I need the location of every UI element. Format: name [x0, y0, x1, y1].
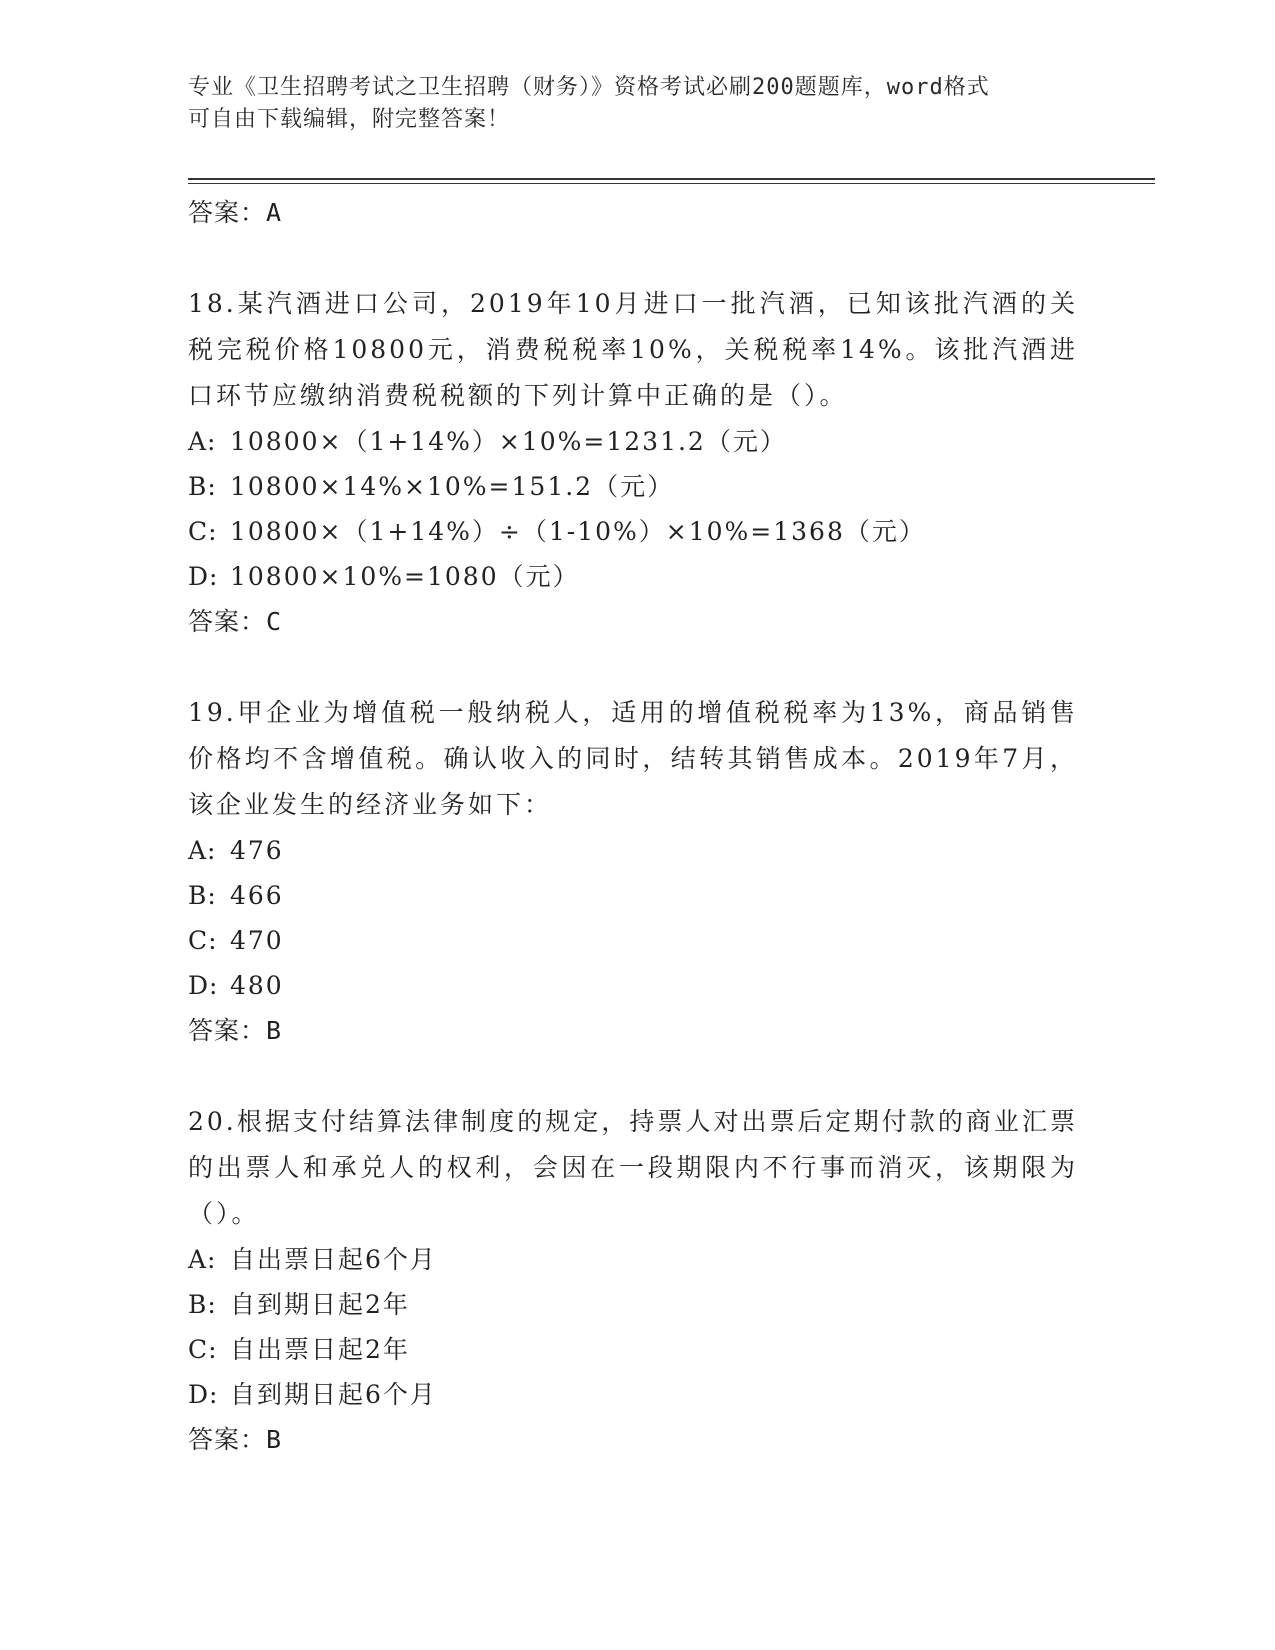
question-text: 18.某汽酒进口公司，2019年10月进口一批汽酒，已知该批汽酒的关税完税价格10800元，消费税税率10%，关税税率14%。该批汽酒进口环节应缴纳消费税税额的下列计算中正确的是（）。	[188, 289, 1078, 410]
option-text: 10800×14%×10%=151.2（元）	[230, 472, 675, 501]
question-text: 20.根据支付结算法律制度的规定，持票人对出票后定期付款的商业汇票的出票人和承兑人的权利，会因在一段期限内不行事而消灭，该期限为（）。	[188, 1107, 1078, 1228]
answer-line: 答案：B	[188, 1425, 283, 1454]
option-letter: B:	[188, 472, 217, 501]
option-b	[188, 873, 1078, 918]
option-b	[188, 464, 1078, 509]
header-divider-thin	[188, 183, 1155, 184]
option-c	[188, 509, 1078, 554]
option-text: 470	[230, 926, 284, 955]
header-line-1: 专业《卫生招聘考试之卫生招聘（财务）》资格考试必刷200题题库，word格式	[188, 75, 990, 100]
option-text: 10800×（1+14%）÷（1-10%）×10%=1368（元）	[230, 517, 926, 546]
question-18	[188, 281, 1078, 645]
option-letter: A:	[188, 836, 217, 865]
question-20	[188, 1099, 1078, 1463]
document-body	[188, 190, 1078, 1463]
option-letter: D:	[188, 562, 219, 591]
option-b	[188, 1282, 1078, 1327]
header-divider	[188, 178, 1155, 180]
option-a	[188, 419, 1078, 464]
option-c	[188, 1327, 1078, 1372]
answer-line: 答案：C	[188, 607, 283, 636]
option-text: 自到期日起2年	[230, 1290, 410, 1319]
option-d	[188, 1372, 1078, 1417]
option-text: 自出票日起2年	[230, 1335, 410, 1364]
option-letter: A:	[188, 427, 217, 456]
header-line-2: 可自由下载编辑，附完整答案！	[188, 107, 511, 132]
option-text: 自到期日起6个月	[230, 1380, 437, 1409]
option-letter: B:	[188, 1290, 217, 1319]
option-text: 476	[230, 836, 284, 865]
option-a	[188, 828, 1078, 873]
question-19	[188, 690, 1078, 1054]
answer-line: 答案：B	[188, 1016, 283, 1045]
option-text: 466	[230, 881, 284, 910]
option-letter: A:	[188, 1245, 217, 1274]
question-text: 19.甲企业为增值税一般纳税人，适用的增值税税率为13%，商品销售价格均不含增值税。确认收入的同时，结转其销售成本。2019年7月，该企业发生的经济业务如下：	[188, 698, 1078, 819]
option-text: 480	[230, 971, 284, 1000]
option-c	[188, 918, 1078, 963]
previous-answer: 答案：A	[188, 198, 283, 227]
option-letter: D:	[188, 1380, 219, 1409]
option-letter: C:	[188, 926, 218, 955]
option-text: 10800×（1+14%）×10%=1231.2（元）	[230, 427, 787, 456]
option-letter: C:	[188, 1335, 218, 1364]
option-text: 10800×10%=1080（元）	[230, 562, 580, 591]
option-letter: B:	[188, 881, 217, 910]
option-text: 自出票日起6个月	[230, 1245, 437, 1274]
option-letter: C:	[188, 517, 218, 546]
option-d	[188, 554, 1078, 599]
page-header	[188, 72, 1068, 136]
option-a	[188, 1237, 1078, 1282]
option-d	[188, 963, 1078, 1008]
option-letter: D:	[188, 971, 219, 1000]
